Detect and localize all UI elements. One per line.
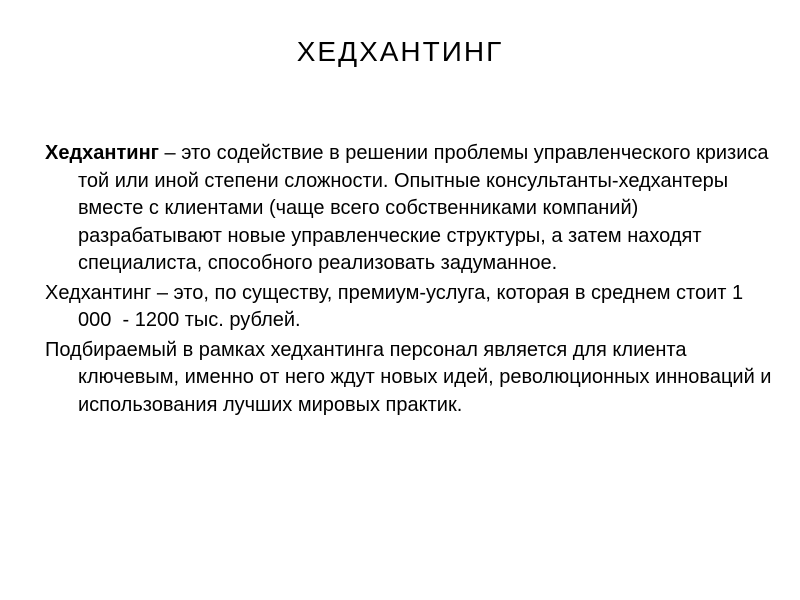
paragraph-text: Хедхантинг – это, по существу, премиум-услуга, которая в среднем стоит 1 000 - 1200 тыс. рублей. (45, 281, 749, 331)
paragraph (45, 140, 775, 278)
paragraph-text: – это содействие в решении проблемы управленческого кризиса той или иной степени сложности. Опытные консультанты-хедхантеры вместе с клиентами (чаще всего собственниками компаний) разрабатывают новые управленческие структуры, а затем находят специалиста, способного реализовать задуманное. (78, 142, 775, 274)
paragraph (45, 337, 778, 420)
slide-title: ХЕДХАНТИНГ (296, 36, 504, 67)
paragraph (45, 280, 772, 335)
paragraph-text: Подбираемый в рамках хедхантинга персонал является для клиента ключевым, именно от него ждут новых идей, революционных инноваций и использования лучших мировых практик. (45, 338, 778, 416)
slide-body-text (45, 140, 778, 421)
paragraph-lead-bold: Хедхантинг (45, 142, 159, 164)
